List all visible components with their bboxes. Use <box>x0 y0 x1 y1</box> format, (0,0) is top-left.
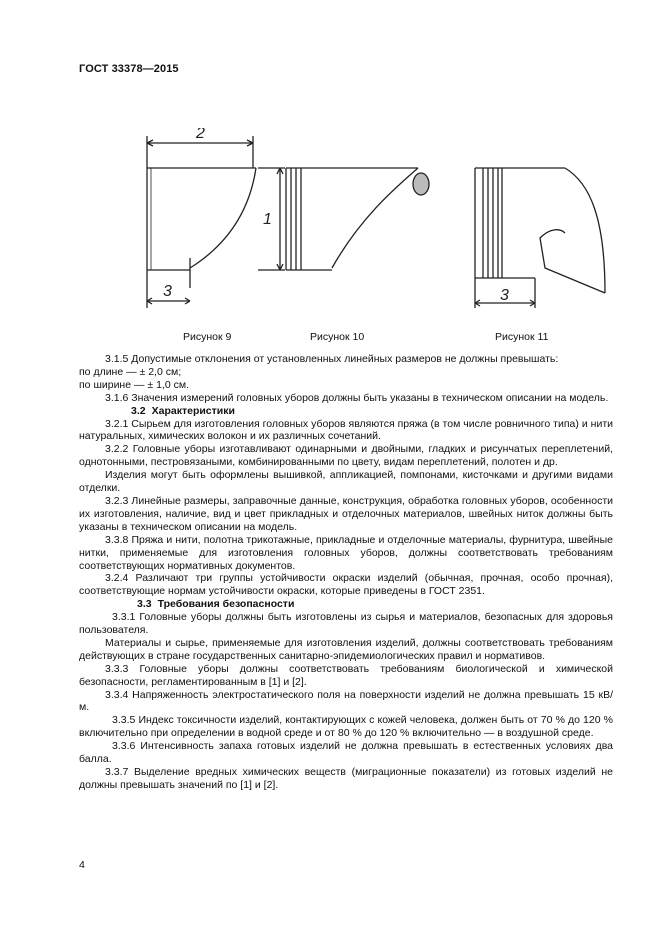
figures-drawing <box>0 128 661 333</box>
heading-3-2 <box>79 405 613 418</box>
fig11-dim-base-label: 3 <box>500 287 509 304</box>
heading-3-3 <box>79 598 613 611</box>
paragraph-3-3-3: 3.3.3 Головные уборы должны соответствовать требованиям биологической и химической безопасности, регламентированным в [1] и [2]. <box>79 662 613 688</box>
paragraph-3-1-6: 3.1.6 Значения измерений головных уборов должны быть указаны в техническом описании на модель. <box>105 391 609 404</box>
paragraph-length-tolerance: по длине — ± 2,0 см; <box>79 365 182 378</box>
paragraph-3-3-5: 3.3.5 Индекс токсичности изделий, контактирующих с кожей человека, должен быть от 70 % до 120 % включительно при определении в водной среде и от 80 % до 120 % включительно — в воздушной среде. <box>79 714 613 740</box>
fig9-dim-width-label: 2 <box>196 128 205 142</box>
page-number: 4 <box>79 859 85 871</box>
heading-3-3-number: 3.3 <box>137 598 152 611</box>
paragraph-materials: Материалы и сырье, применяемые для изготовления изделий, должны соответствовать требованиям действующих в стране государственных санитарно-эпидемиологических правил и нормативов. <box>79 636 613 662</box>
figure-10-caption: Рисунок 10 <box>310 331 365 343</box>
document-body <box>79 353 613 792</box>
document-header: ГОСТ 33378—2015 <box>79 63 179 75</box>
figures-area <box>0 128 661 333</box>
figure-11-caption: Рисунок 11 <box>495 331 549 343</box>
paragraph-3-3-8: 3.3.8 Пряжа и нити, полотна трикотажные, прикладные и отделочные материалы, фурнитура, швейные нитки, применяемые для изготовления головных уборов, должны соответствовать требованиям соответствующих нормативных документов. <box>79 533 613 572</box>
figure-10-drawing <box>286 168 429 270</box>
paragraph-decoration: Изделия могут быть оформлены вышивкой, аппликацией, помпонами, кисточками и другими видами отделки. <box>79 469 613 495</box>
paragraph-3-3-1: 3.3.1 Головные уборы должны быть изготовлены из сырья и материалов, безопасных для здоровья пользователя. <box>79 611 613 637</box>
paragraph-width-tolerance: по ширине — ± 1,0 см. <box>79 378 189 391</box>
heading-3-2-title: Характеристики <box>151 404 235 417</box>
paragraph-3-3-7: 3.3.7 Выделение вредных химических веществ (миграционные показатели) из готовых изделий не должны превышать значений по [1] и [2]. <box>79 766 613 791</box>
paragraph-3-2-4: 3.2.4 Различают три группы устойчивости окраски изделий (обычная, прочная, особо прочная), соответствующие нормам устойчивости окраски, которые приведены в ГОСТ 2351. <box>79 572 613 598</box>
heading-3-3-title: Требования безопасности <box>157 598 295 611</box>
paragraph-3-3-4: 3.3.4 Напряженность электростатического поля на поверхности изделий не должна превышать 15 кВ/м. <box>79 688 613 714</box>
paragraph-3-3-6: 3.3.6 Интенсивность запаха готовых изделий не должна превышать в естественных условиях два балла. <box>79 740 613 766</box>
paragraph-3-2-2: 3.2.2 Головные уборы изготавливают одинарными и двойными, гладких и рисунчатых переплетений, однотонными, пестровязаными, комбинированными по цвету, видам переплетений, полотен и др. <box>79 443 613 469</box>
figure-9-caption: Рисунок 9 <box>183 331 232 343</box>
fig9-dim-height-label: 1 <box>263 211 272 228</box>
heading-3-2-number: 3.2 <box>131 404 146 417</box>
paragraph-3-1-5: 3.1.5 Допустимые отклонения от установленных линейных размеров не должны превышать: <box>105 353 559 365</box>
paragraph-3-2-3: 3.2.3 Линейные размеры, заправочные данные, конструкция, обработка головных уборов, особенности их изготовления, наличие, вид и цвет прикладных и отделочных материалов, швейных ниток должны быть указаны в техническом описании на модель. <box>79 494 613 533</box>
figure-11-drawing <box>475 168 605 308</box>
fig9-dim-base-label: 3 <box>163 283 172 300</box>
paragraph-3-2-1: 3.2.1 Сырьем для изготовления головных уборов являются пряжа (в том числе ровничного типа) и нити натуральных, химических волокон и их различных сочетаний. <box>79 417 613 443</box>
